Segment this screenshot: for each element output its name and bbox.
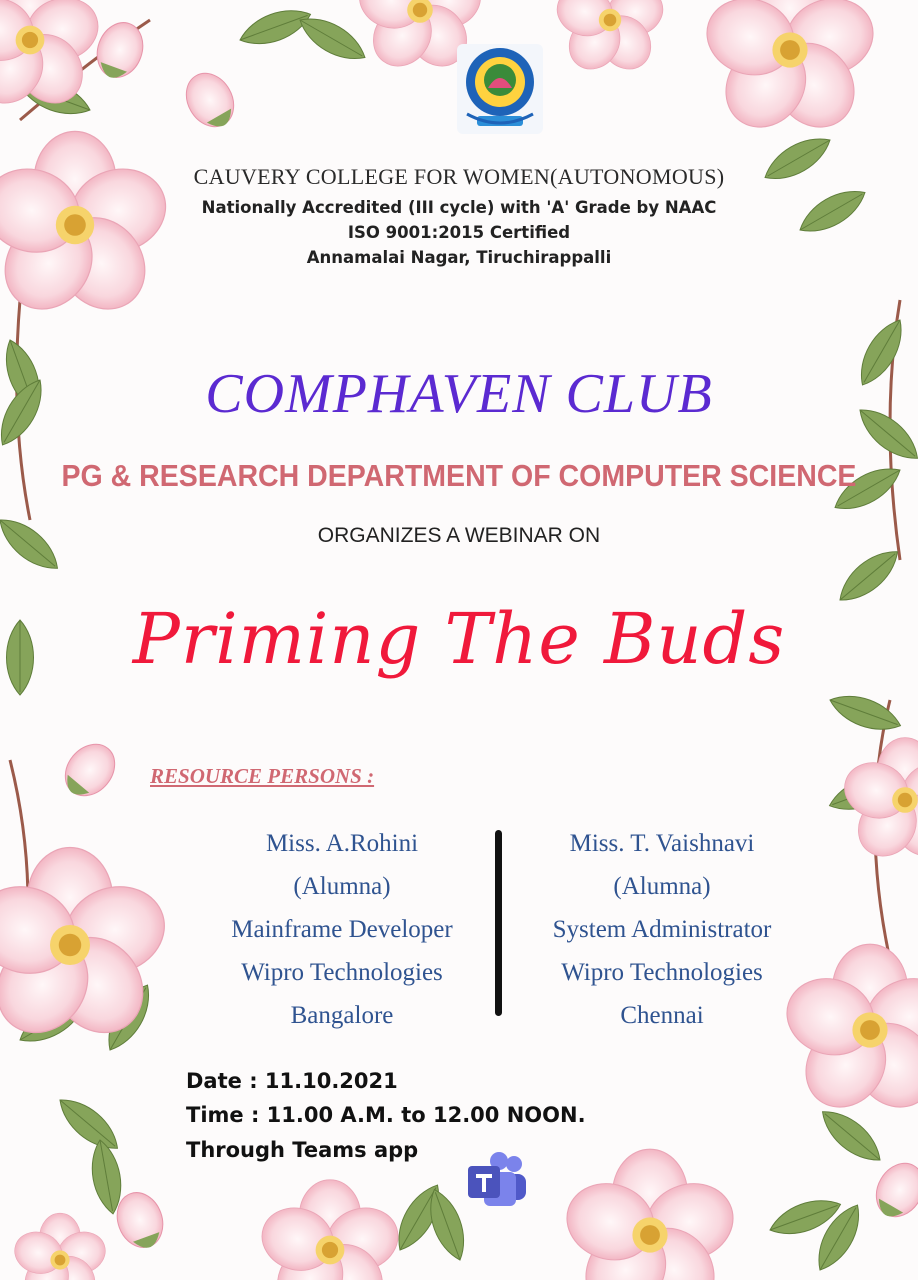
person-name: Miss. A.Rohini [265, 830, 419, 857]
person-role: System Administrator [552, 916, 772, 943]
person-city: Bangalore [290, 1002, 394, 1029]
person-company: Wipro Technologies [241, 959, 443, 986]
event-time: Time : 11.00 A.M. to 12.00 NOON. [186, 1103, 586, 1127]
person-status: (Alumna) [613, 873, 711, 900]
college-location: Annamalai Nagar, Tiruchirappalli [306, 248, 612, 267]
person-name: Miss. T. Vaishnavi [569, 830, 755, 857]
event-date: Date : 11.10.2021 [186, 1069, 398, 1093]
resource-person-1 [172, 822, 512, 1037]
person-role: Mainframe Developer [231, 916, 453, 943]
resource-person-2 [492, 822, 832, 1037]
person-city: Chennai [620, 1002, 704, 1029]
microsoft-teams-icon [466, 1152, 528, 1210]
webinar-title: Priming The Buds [132, 598, 786, 680]
person-status: (Alumna) [293, 873, 391, 900]
club-name: COMPHAVEN CLUB [205, 363, 713, 425]
college-name: CAUVERY COLLEGE FOR WOMEN(AUTONOMOUS) [193, 164, 725, 189]
event-platform: Through Teams app [186, 1138, 419, 1162]
accreditation: Nationally Accredited (III cycle) with 'A' Grade by NAAC [201, 198, 717, 217]
department-name: PG & RESEARCH DEPARTMENT OF COMPUTER SCIENCE [61, 458, 857, 493]
resource-persons-heading: RESOURCE PERSONS : [150, 764, 375, 788]
person-company: Wipro Technologies [561, 959, 763, 986]
organizes-text: ORGANIZES A WEBINAR ON [317, 524, 601, 547]
college-seal-icon [455, 42, 545, 136]
iso-certification: ISO 9001:2015 Certified [347, 223, 571, 242]
